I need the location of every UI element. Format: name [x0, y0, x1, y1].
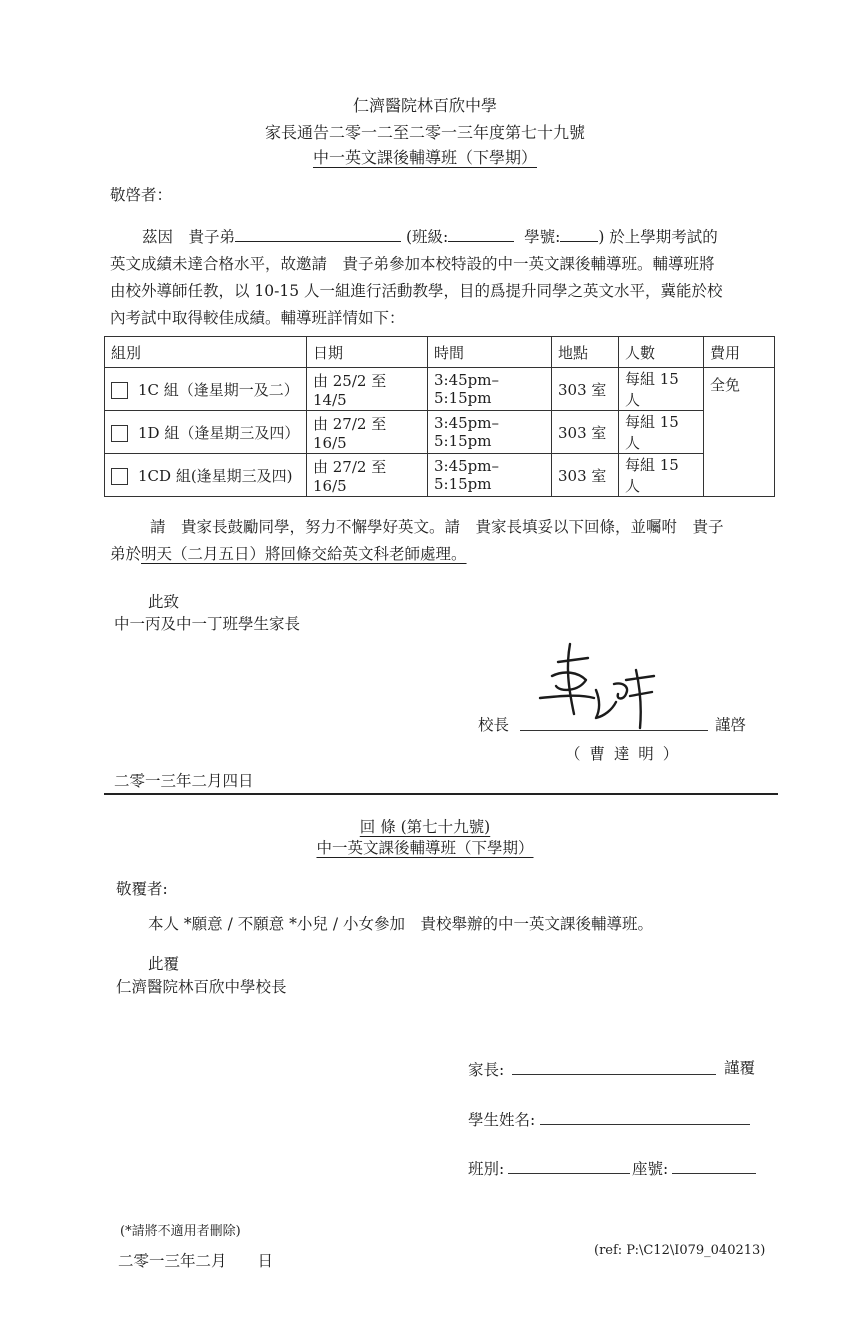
- group-checkbox[interactable]: [111, 425, 128, 442]
- group-checkbox[interactable]: [111, 468, 128, 485]
- reply-title: [0, 815, 850, 837]
- schedule-table: [104, 336, 775, 497]
- principal-signature-line: [520, 729, 708, 731]
- footnote: (*請將不適用者刪除): [120, 1224, 241, 1239]
- parent-label: 家長:: [468, 1061, 505, 1079]
- reference-code: (ref: P:\C12\I079_040213): [594, 1243, 766, 1258]
- header-size: 人數: [619, 337, 704, 368]
- time-cell: 3:45pm–5:15pm: [428, 411, 552, 454]
- class-field[interactable]: [508, 1172, 630, 1174]
- table-row: [105, 454, 775, 497]
- time-cell: 3:45pm–5:15pm: [428, 454, 552, 497]
- group-label: 1C 組（逢星期一及二）: [138, 380, 299, 399]
- group-cell: [105, 368, 307, 411]
- reply-subtitle: [0, 836, 850, 858]
- closing-line-1: 請 貴家長鼓勵同學，努力不懈學好英文。請 貴家長填妥以下回條，並囑咐 貴子: [150, 518, 724, 536]
- reply-statement: 本人 *願意 / 不願意 *小兒 / 小女參加 貴校舉辦的中一英文課後輔導班。: [148, 915, 654, 933]
- group-checkbox[interactable]: [111, 382, 128, 399]
- school-name: 仁濟醫院林百欣中學: [352, 96, 497, 115]
- seat-field[interactable]: [672, 1172, 756, 1174]
- group-cell: [105, 411, 307, 454]
- student-name-label: 學生姓名:: [468, 1111, 536, 1129]
- time-cell: 3:45pm–5:15pm: [428, 368, 552, 411]
- tear-off-divider: [104, 793, 778, 795]
- header-venue: 地點: [552, 337, 619, 368]
- date-cell: 由 27/2 至 16/5: [307, 454, 428, 497]
- student-no-label: 學號:: [524, 228, 561, 246]
- respectfully: 謹啓: [715, 716, 747, 734]
- reply-subtitle-text: 中一英文課後輔導班（下學期）: [316, 839, 534, 857]
- venue-cell: 303 室: [552, 454, 619, 497]
- return-deadline: 明天（二月五日）將回條交給英文科老師處理。: [141, 545, 467, 563]
- reply-title-text: 回 條 (第七十九號): [359, 818, 491, 836]
- seat-label: 座號:: [632, 1160, 669, 1178]
- notice-date: 二零一三年二月四日: [114, 772, 254, 790]
- body-line-4: 內考試中取得較佳成績。輔導班詳情如下：: [110, 309, 405, 327]
- fee-cell: 全免: [704, 368, 775, 497]
- closing-line-2: [110, 541, 775, 568]
- body-line-3: 由校外導師任教，以 10-15 人一組進行活動教學，目的爲提升同學之英文水平，冀能於校: [110, 282, 723, 300]
- principal-signature: [530, 636, 680, 732]
- intro-start: 茲因 貴子弟: [142, 228, 236, 246]
- body-line-2: 英文成績未達合格水平，故邀請 貴子弟參加本校特設的中一英文課後輔導班。輔導班將: [110, 255, 715, 273]
- size-cell: 每組 15 人: [619, 454, 704, 497]
- parent-signature-field[interactable]: [512, 1073, 716, 1075]
- table-row: [105, 368, 775, 411]
- date-cell: 由 25/2 至 14/5: [307, 368, 428, 411]
- date-cell: 由 27/2 至 16/5: [307, 411, 428, 454]
- closing-line-2-prefix: 弟於: [110, 545, 142, 563]
- student-name-field[interactable]: [540, 1123, 750, 1125]
- student-name-blank: [235, 227, 401, 242]
- venue-cell: 303 室: [552, 411, 619, 454]
- notice-subject: [0, 145, 850, 168]
- reply-addressee: 仁濟醫院林百欣中學校長: [116, 978, 287, 996]
- group-label: 1D 組（逢星期三及四）: [138, 423, 300, 442]
- body-line-1: [110, 224, 775, 251]
- student-no-blank: [560, 227, 598, 242]
- body-paragraph: [110, 224, 775, 332]
- header-time: 時間: [428, 337, 552, 368]
- venue-cell: 303 室: [552, 368, 619, 411]
- closing-paragraph: [110, 514, 775, 568]
- header-group: 組別: [105, 337, 307, 368]
- header-fee: 費用: [704, 337, 775, 368]
- intro-end: ) 於上學期考試的: [598, 228, 718, 246]
- notice-subject-text: 中一英文課後輔導班（下學期）: [312, 148, 537, 167]
- ci-zhi: 此致: [148, 593, 180, 611]
- group-label: 1CD 組(逢星期三及四): [138, 466, 293, 485]
- salutation: 敬啓者：: [110, 186, 173, 204]
- size-cell: 每組 15 人: [619, 411, 704, 454]
- size-cell: 每組 15 人: [619, 368, 704, 411]
- table-row: [105, 411, 775, 454]
- notice-number: 家長通告二零一二至二零一三年度第七十九號: [264, 123, 585, 142]
- table-header-row: [105, 337, 775, 368]
- header-date: 日期: [307, 337, 428, 368]
- reply-date: 二零一三年二月 日: [118, 1252, 274, 1270]
- reply-salutation: 敬覆者:: [116, 880, 168, 898]
- ci-fu: 此覆: [148, 955, 180, 973]
- class-label-reply: 班別:: [468, 1160, 505, 1178]
- recipient: 中一丙及中一丁班學生家長: [114, 615, 301, 633]
- principal-label: 校長: [478, 716, 510, 734]
- class-label: (班級:: [405, 228, 449, 246]
- group-cell: [105, 454, 307, 497]
- class-blank: [448, 227, 514, 242]
- principal-name: （ 曹 達 明 ）: [565, 745, 681, 763]
- reply-word: 謹覆: [724, 1059, 756, 1077]
